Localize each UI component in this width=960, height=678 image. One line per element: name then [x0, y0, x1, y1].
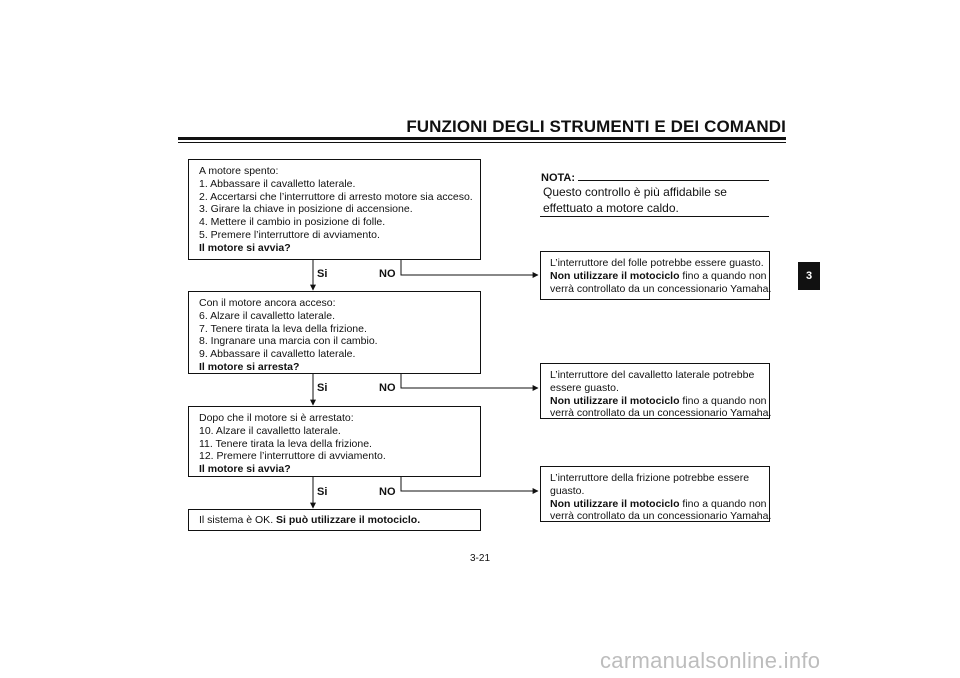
outcome-box-2 [540, 363, 770, 419]
note-text: Questo controllo è più affidabile se effettuato a motore caldo. [543, 185, 727, 215]
step-line: 4. Mettere il cambio in posizione di folle. [199, 216, 386, 229]
outcome-line: verrà controllato da un concessionario Yamaha. [550, 510, 772, 523]
step-line: 1. Abbassare il cavalletto laterale. [199, 177, 356, 190]
note-label: NOTA: [541, 172, 576, 184]
step-question: Il motore si avvia? [199, 463, 291, 476]
outcome-line: verrà controllato da un concessionario Yamaha. [550, 282, 772, 295]
outcome-line: essere guasto. [550, 381, 619, 394]
no-arrow-1 [401, 260, 538, 275]
note-rule-top [578, 180, 769, 181]
outcome-rest: fino a quando non [679, 394, 767, 407]
outcome-rest: fino a quando non [679, 497, 767, 510]
yes-label-1: Si [317, 268, 328, 280]
note-rule-bottom [540, 216, 769, 217]
flow-step-3 [188, 406, 481, 477]
step-line: 9. Abbassare il cavalletto laterale. [199, 348, 356, 361]
step-line: 8. Ingranare una marcia con il cambio. [199, 335, 378, 348]
yes-label-2: Si [317, 382, 328, 394]
result-bold: Si può utilizzare il motociclo. [276, 514, 421, 526]
step-line: 10. Alzare il cavalletto laterale. [199, 424, 341, 437]
outcome-line: L’interruttore della frizione potrebbe essere [550, 472, 750, 484]
step-line: 2. Accertarsi che l’interruttore di arresto motore sia acceso. [199, 190, 473, 203]
no-label-2: NO [379, 382, 396, 394]
step-question: Il motore si arresta? [199, 360, 300, 373]
outcome-box-3 [540, 466, 770, 522]
outcome-line: L’interruttore del folle potrebbe essere guasto. [550, 257, 764, 269]
page-title: FUNZIONI DEGLI STRUMENTI E DEI COMANDI [406, 117, 786, 136]
no-label-3: NO [379, 486, 396, 498]
outcome-bold: Non utilizzare il motociclo [550, 497, 680, 510]
step-line: 11. Tenere tirata la leva della frizione. [199, 437, 372, 450]
no-label-1: NO [379, 268, 396, 280]
step-line: Con il motore ancora acceso: [199, 297, 336, 309]
page-number: 3-21 [469, 553, 490, 564]
step-line: 6. Alzare il cavalletto laterale. [199, 309, 335, 322]
yes-label-3: Si [317, 486, 328, 498]
outcome-bold: Non utilizzare il motociclo [550, 269, 680, 282]
flow-result [188, 509, 481, 531]
outcome-box-1 [540, 251, 770, 300]
outcome-line: guasto. [550, 484, 585, 497]
step-line: A motore spento: [199, 165, 279, 177]
step-line: 3. Girare la chiave in posizione di accensione. [199, 203, 413, 216]
outcome-rest: fino a quando non [679, 269, 767, 282]
step-line: 7. Tenere tirata la leva della frizione. [199, 322, 367, 335]
result-text: Il sistema è OK. [199, 514, 277, 526]
outcome-line: L’interruttore del cavalletto laterale potrebbe [550, 369, 755, 381]
step-question: Il motore si avvia? [199, 241, 291, 254]
watermark: carmanualsonline.info [600, 648, 821, 673]
no-arrow-2 [401, 374, 538, 388]
step-line: 12. Premere l’interruttore di avviamento. [199, 450, 386, 463]
outcome-line: verrà controllato da un concessionario Yamaha. [550, 407, 772, 420]
no-arrow-3 [401, 477, 538, 491]
flow-step-2 [188, 291, 481, 374]
step-line: 5. Premere l’interruttore di avviamento. [199, 228, 380, 241]
flow-step-1 [188, 159, 481, 260]
section-tab: 3 [798, 262, 820, 290]
step-line: Dopo che il motore si è arrestato: [199, 412, 354, 424]
outcome-bold: Non utilizzare il motociclo [550, 394, 680, 407]
